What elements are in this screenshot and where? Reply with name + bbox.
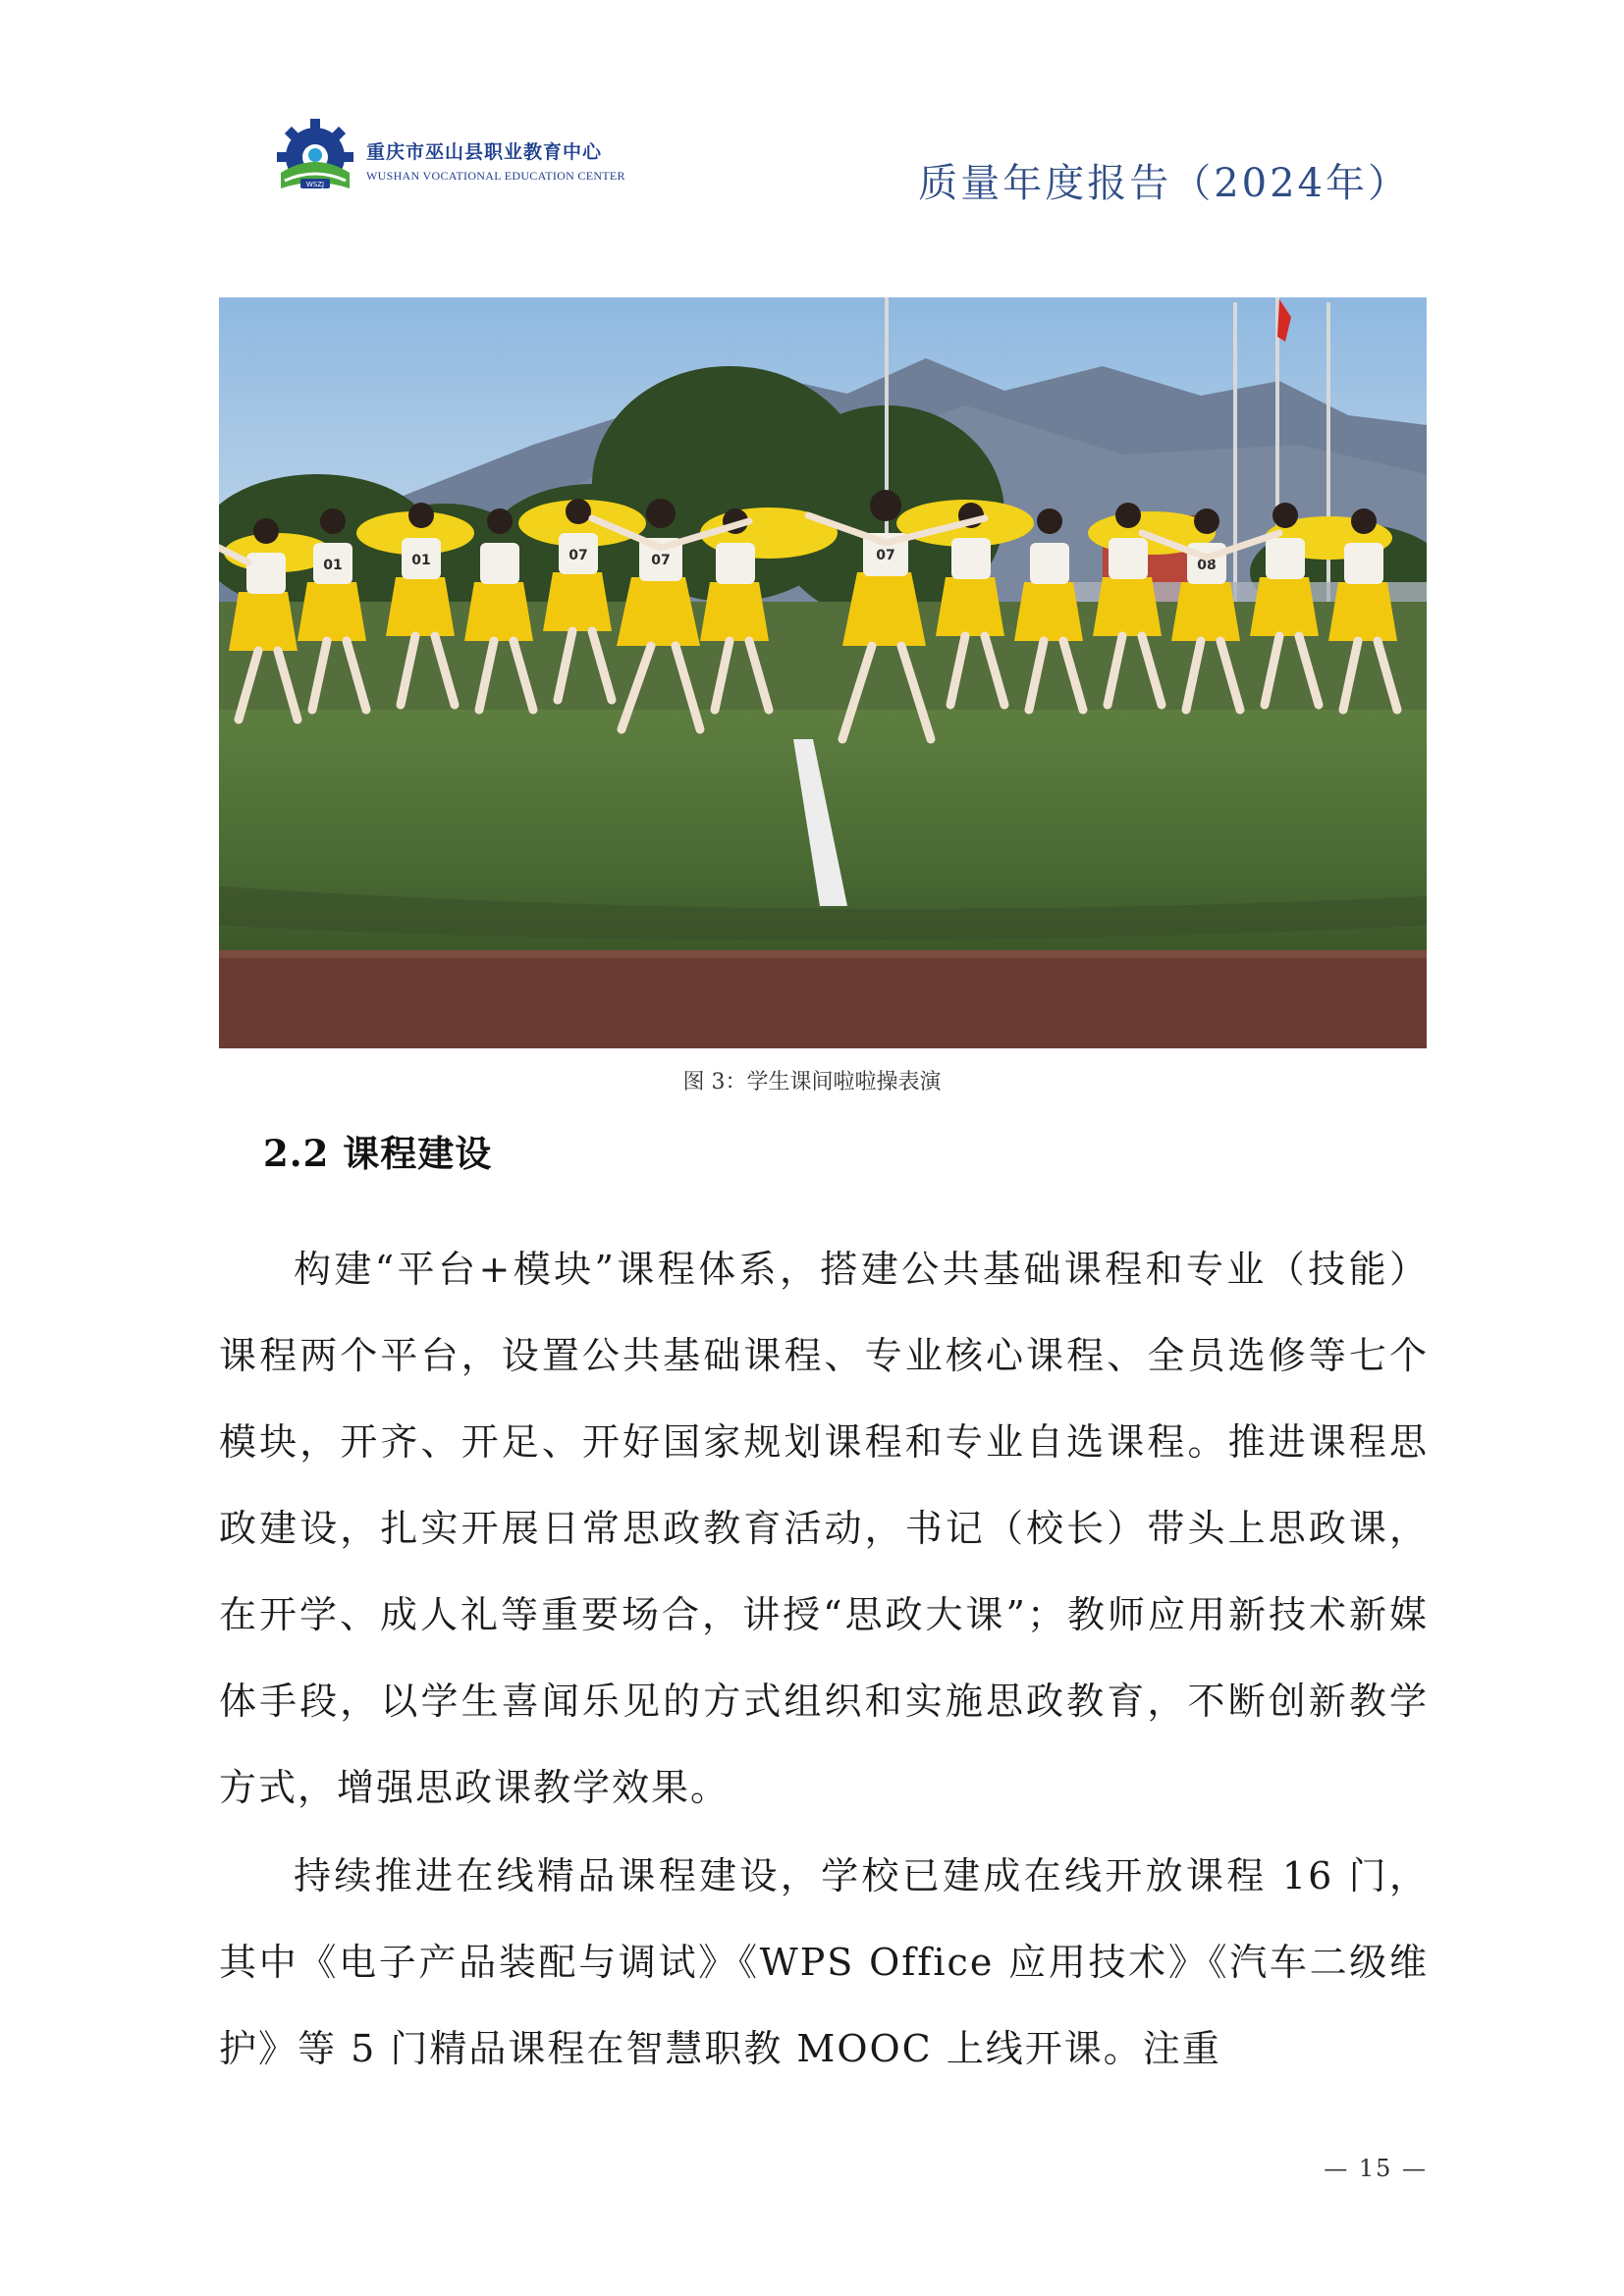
jersey-number: 08 [1197,558,1217,573]
gear-logo-icon [273,116,357,200]
logo-text-cn: 重庆市巫山县职业教育中心 [366,141,603,163]
school-logo [273,118,625,196]
cheerleading-photo [219,297,1427,1048]
jersey-number: 01 [323,558,343,573]
jersey-number: 07 [568,548,588,563]
jersey-number: 01 [411,553,431,568]
page-header [0,0,1624,226]
paragraph: 持续推进在线精品课程建设，学校已建成在线开放课程 16 门，其中《电子产品装配与调试》《WPS Office 应用技术》《汽车二级维护》等 5 门精品课程在智慧职教 MOOC 上线开课。注重 [219,1854,1429,2070]
jersey-number: 07 [651,553,671,568]
paragraph: 构建“平台+模块”课程体系，搭建公共基础课程和专业（技能）课程两个平台，设置公共基础课程、专业核心课程、全员选修等七个模块，开齐、开足、开好国家规划课程和专业自选课程。推进课程思政建设，扎实开展日常思政教育活动，书记（校长）带头上思政课，在开学、成人礼等重要场合，讲授“思政大课”；教师应用新技术新媒体手段，以学生喜闻乐见的方式组织和实施思政教育，不断创新教学方式，增强思政课教学效果。 [219,1248,1429,1809]
jersey-number: 07 [876,548,895,563]
section-heading: 2.2 课程建设 [263,1132,493,1175]
running-track [219,955,1427,1048]
figure-caption: 图 3：学生课间啦啦操表演 [682,1070,942,1095]
logo-badge-text: WSZJ [305,181,325,188]
page-number: — 15 — [1324,2155,1428,2182]
logo-text-en: WUSHAN VOCATIONAL EDUCATION CENTER [366,169,625,183]
report-title: 质量年度报告（2024年） [918,161,1410,206]
